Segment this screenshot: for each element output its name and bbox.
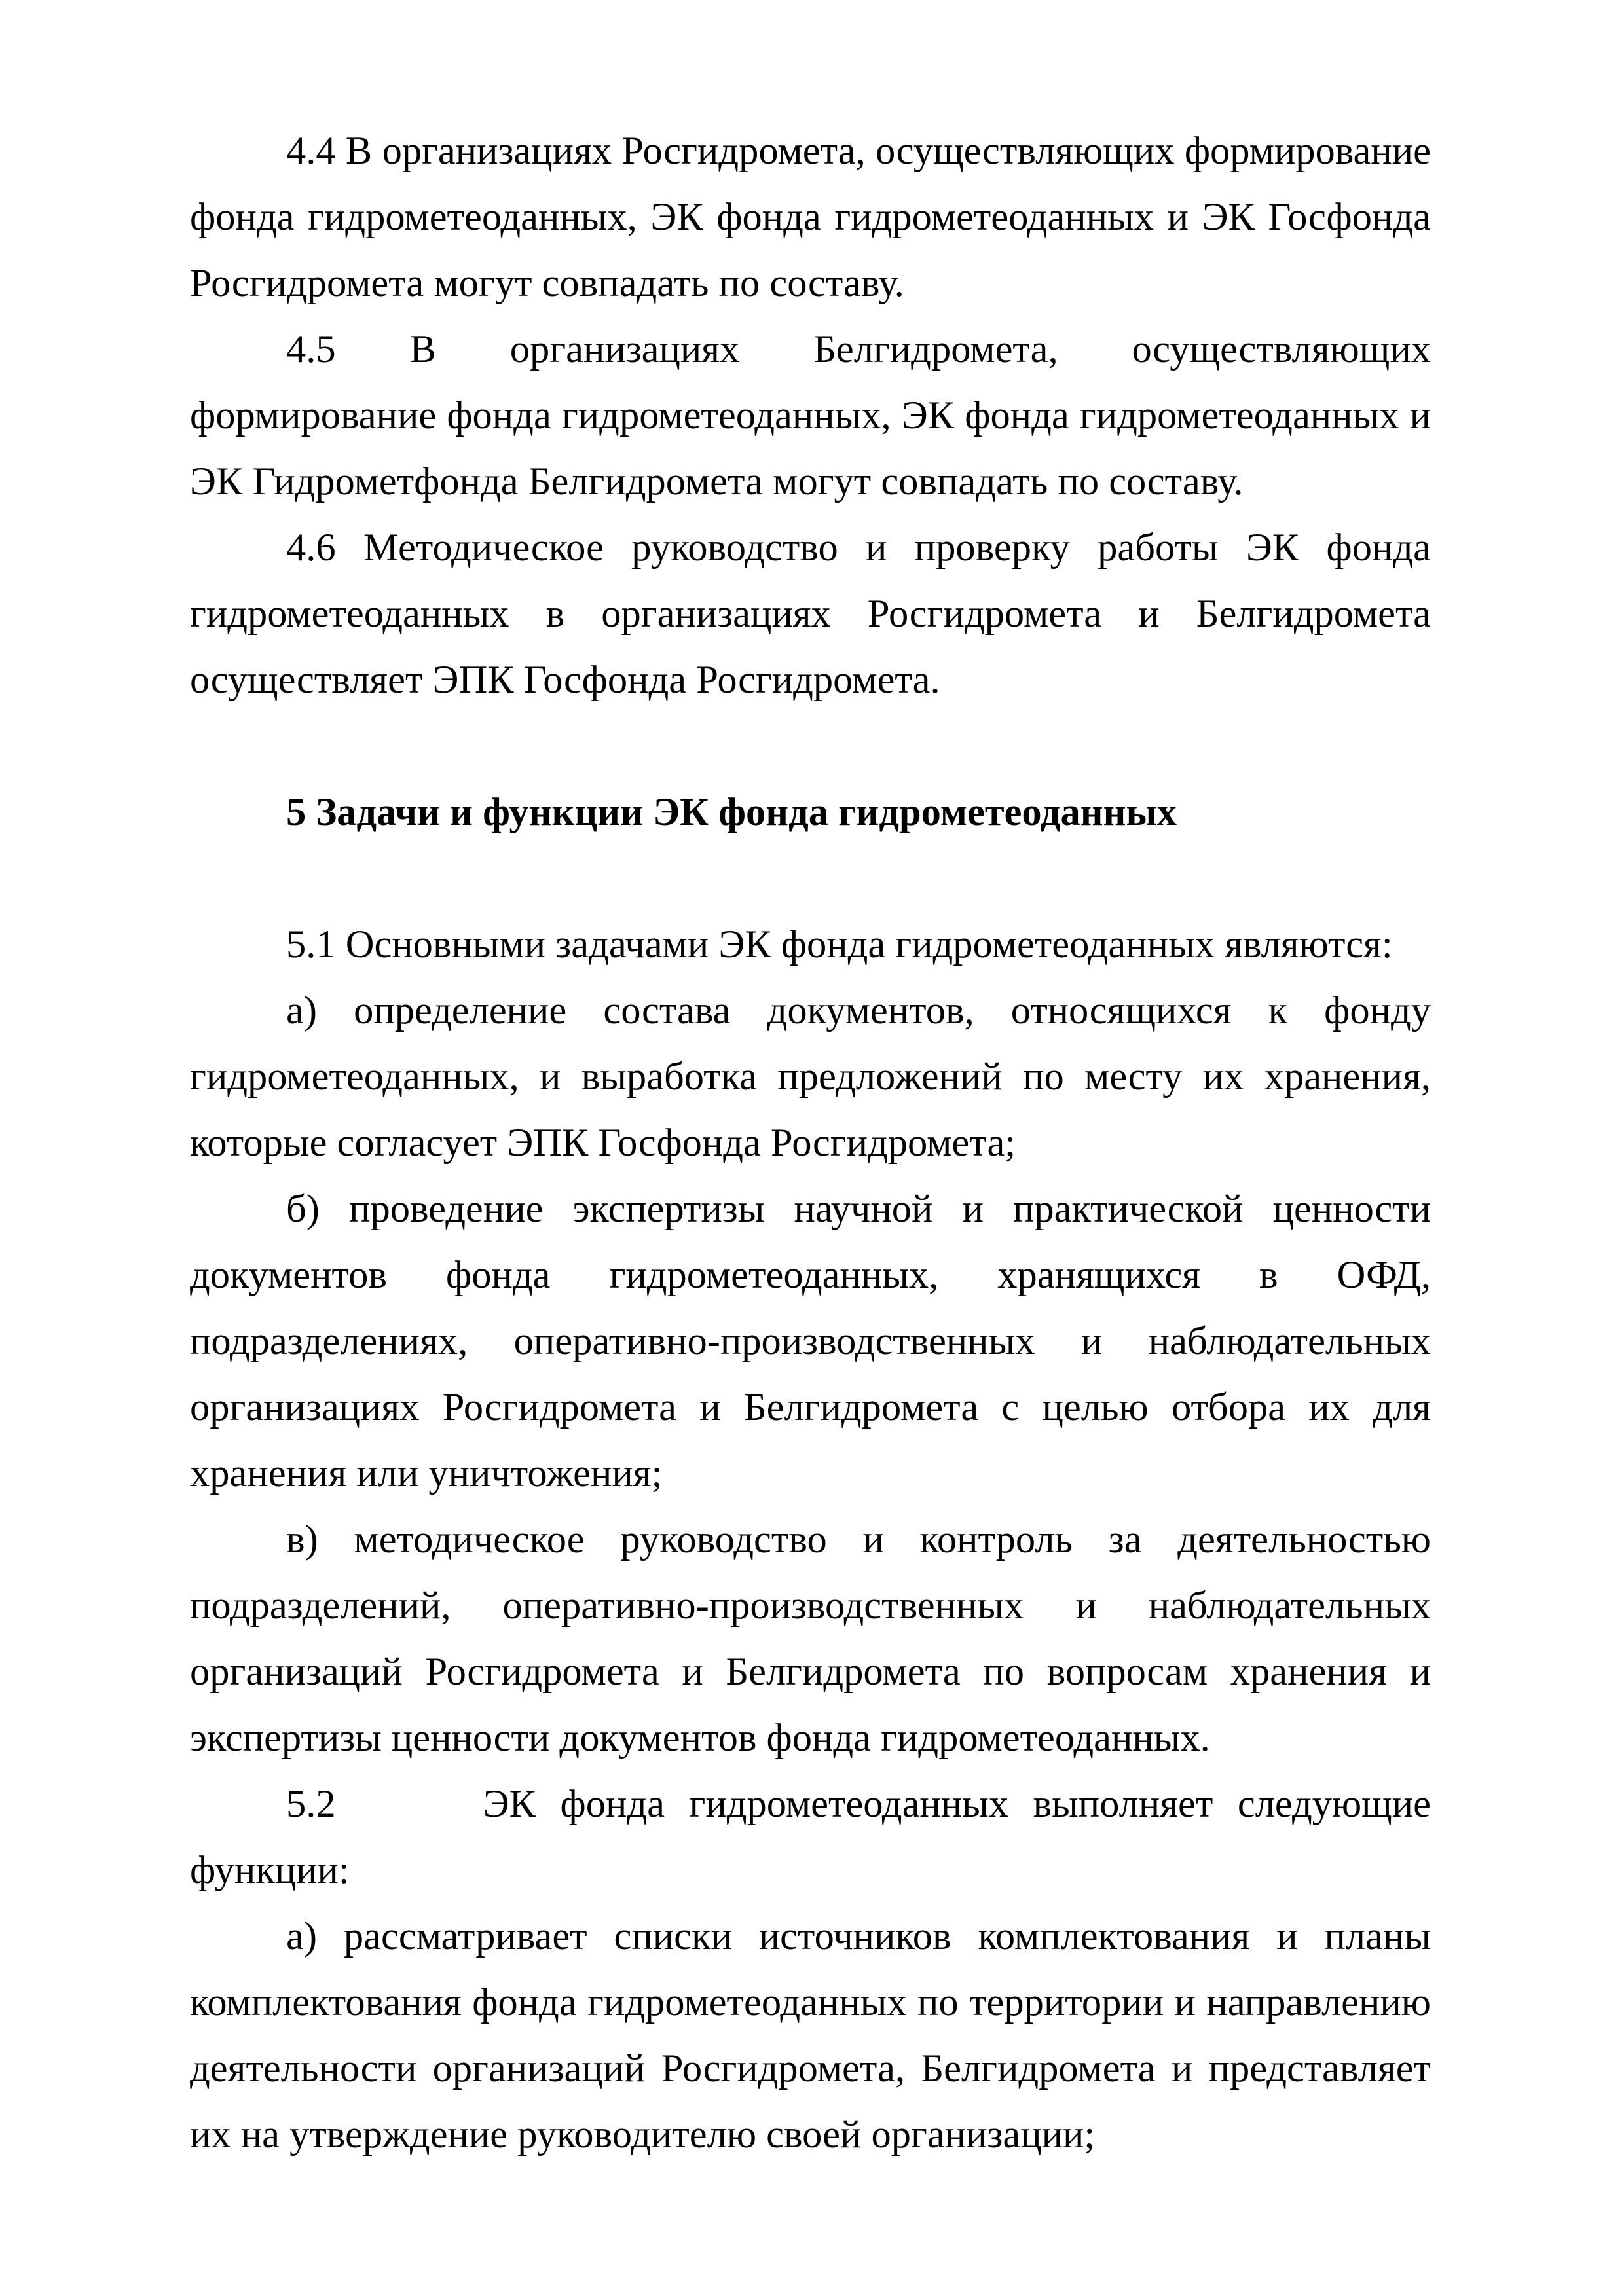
paragraph-4-6: 4.6 Методическое руководство и проверку работы ЭК фонда гидрометеоданных в организациях Росгидромета и Белгидромета осуществляет ЭПК Госфонда Росгидромета. [190,526,1431,702]
paragraph-5-1-v: в) методическое руководство и контроль за деятельностью подразделений, оперативно-производственных и наблюдательных организаций Росгидромета и Белгидромета по вопросам хранения и экспертизы ценности документов фонда гидрометеоданных. [190,1518,1431,1760]
section-5-heading: 5 Задачи и функции ЭК фонда гидрометеоданных [286,790,1177,834]
paragraph-4-4: 4.4 В организациях Росгидромета, осуществляющих формирование фонда гидрометеоданных, ЭК фонда гидрометеоданных и ЭК Госфонда Росгидромета могут совпадать по составу. [190,129,1431,305]
paragraph-5-1-b: б) проведение экспертизы научной и практической ценности документов фонда гидрометеоданных, хранящихся в ОФД, подразделениях, оперативно-производственных и наблюдательных организациях Росгидромета и Белгидромета с целью отбора их для хранения или уничтожения; [190,1187,1431,1495]
paragraph-4-5: 4.5 В организациях Белгидромета, осуществляющих формирование фонда гидрометеоданных, ЭК фонда гидрометеоданных и ЭК Гидрометфонда Белгидромета могут совпадать по составу. [190,327,1431,503]
paragraph-5-1: 5.1 Основными задачами ЭК фонда гидрометеоданных являются: [286,922,1393,966]
paragraph-5-2: 5.2 ЭК фонда гидрометеоданных выполняет следующие функции: [190,1782,1431,1892]
paragraph-5-1-a: а) определение состава документов, относящихся к фонду гидрометеоданных, и выработка предложений по месту их хранения, которые согласует ЭПК Госфонда Росгидромета; [190,989,1431,1165]
spacer [190,845,1431,911]
document-page [190,118,1431,2168]
paragraph-5-2-a: а) рассматривает списки источников комплектования и планы комплектования фонда гидрометеоданных по территории и направлению деятельности организаций Росгидромета, Белгидромета и представляет их на утверждение руководителю своей организации; [190,1914,1431,2157]
spacer [190,713,1431,779]
